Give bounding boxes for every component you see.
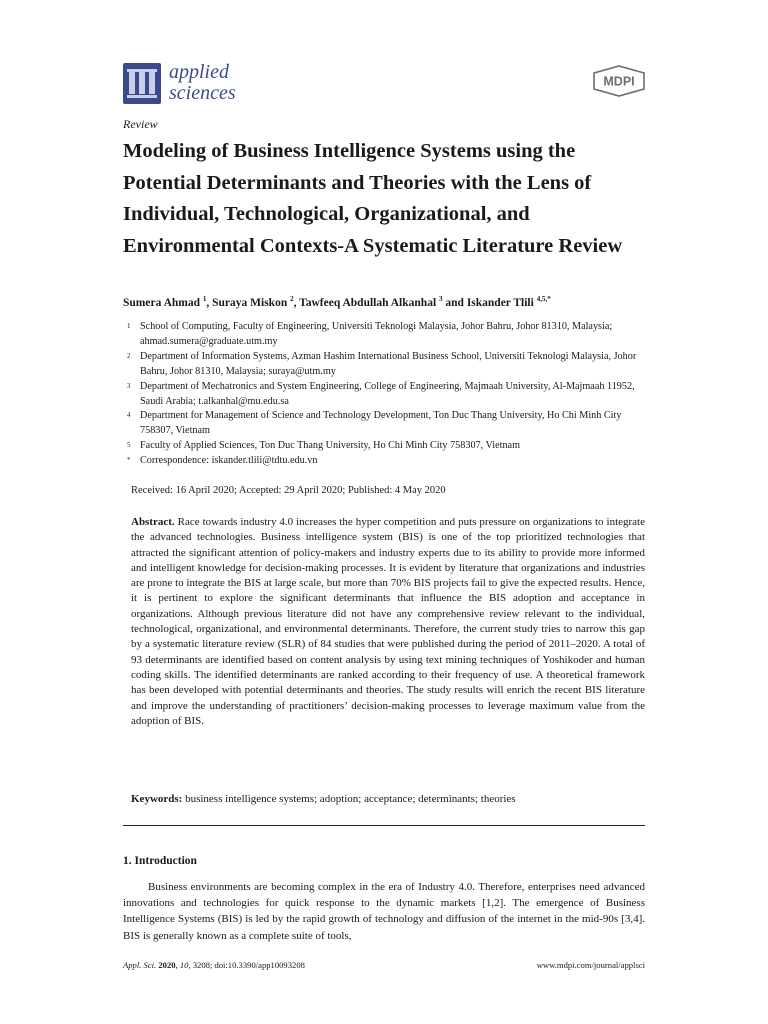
author-name: Sumera Ahmad	[123, 296, 200, 309]
affiliation-item	[123, 350, 643, 380]
affiliation-item	[123, 320, 643, 350]
keywords-text: business intelligence systems; adoption; acceptance; determinants; theories	[185, 793, 516, 805]
journal-logo	[123, 61, 248, 105]
author-affiliation-mark: 2	[290, 295, 294, 303]
intro-paragraph: Business environments are becoming complex in the era of Industry 4.0. Therefore, enterprises need advanced innovations and technologies for quick response to the dynamic markets [1,2]. The emergence of Business Intelligence Systems (BIS) is led by the rapid growth of technology and diffusion of the internet in the mid-90s [3,4]. BIS is generally known as a complete suite of tools,	[123, 881, 645, 942]
abstract-label: Abstract.	[131, 516, 175, 528]
keywords	[131, 793, 516, 805]
affiliation-number: 5	[127, 441, 131, 450]
affiliation-text: Correspondence: iskander.tlili@tdtu.edu.vn	[140, 455, 318, 467]
affiliation-text: Department of Mechatronics and System Engineering, College of Engineering, Majmaah University, Al-Majmaah 11952, Saudi Arabia; t.alkanhal@mu.edu.sa	[140, 380, 635, 407]
affiliation-item	[123, 454, 643, 469]
affiliation-text: Department of Information Systems, Azman Hashim International Business School, Universiti Teknologi Malaysia, Johor Bahru, Johor 81310, Malaysia; suraya@utm.my	[140, 350, 637, 377]
author-list: Sumera Ahmad $^1$, Suraya Miskon $^2$, Tawfeeq Abdullah Alkanhal $^3$ and Iskander Tlili $^{4,5,*}$	[123, 295, 551, 309]
affiliation-number: 2	[127, 351, 131, 360]
affiliation-text: Faculty of Applied Sciences, Ton Duc Thang University, Ho Chi Minh City 758307, Vietnam	[140, 440, 521, 452]
author-name: Iskander Tlili	[466, 296, 534, 309]
author-name: Tawfeeq Abdullah Alkanhal	[299, 296, 437, 309]
article-title: Modeling of Business Intelligence Systems using the Potential Determinants and Theories with the Lens of Individual, Technological, Organizational, and Environmental Contexts-A Systematic Literature Review	[123, 140, 623, 257]
keywords-label: Keywords:	[131, 793, 183, 805]
section-divider	[123, 825, 645, 826]
mdpi-logo	[592, 65, 646, 97]
journal-url: www.mdpi.com/journal/applsci	[536, 960, 645, 970]
abstract-text: Race towards industry 4.0 increases the hyper competition and puts pressure on organizations to integrate the advanced technologies. Business intelligence system (BIS) is one of the top prioritized technologies that attracted the significant attention of policy-makers and industry experts due to its ability to provide more informed and intelligent knowledge for decision-making processes. It is evident by literature that organizations and industries are prone to integrate the BIS at large scale, but more than 70% BIS projects fail to give the expected results. Hence, it is pertinent to explore the significant determinants that influence the BIS adoption and acceptance in organizations. Although previous literature did not have any comprehensive review relevant to the individual, technological, organizational, and environmental determinants. Therefore, the current study tries to narrow this gap by a systematic literature review (SLR) of 84 studies that were published during the period of 2011–2020. A total of 93 determinants are identified based on content analysis by using text mining techniques of Yoshikoder and human coding skills. The identified determinants are ranked according to their frequency of use. A theoretical framework has been developed with potential determinants and theories. The study results will enrich the recent BIS literature and improve the understanding of practitioners’ decision-making processes to leverage maximum value from the adoption of BIS.	[131, 516, 645, 727]
columns-logo-icon	[123, 63, 161, 104]
journal-name: applied sciences	[169, 61, 236, 104]
affiliation-item	[123, 380, 643, 410]
affiliation-number: *	[127, 456, 131, 465]
affiliation-number: 1	[127, 322, 131, 330]
affiliation-number: 4	[127, 411, 131, 420]
publication-dates: Received: 16 April 2020; Accepted: 29 April 2020; Published: 4 May 2020	[131, 485, 446, 496]
author-name: Suraya Miskon	[212, 296, 288, 309]
affiliation-item	[123, 409, 643, 439]
citation-footer: Appl. Sci. 2020, 10, 3208; doi:10.3390/app10093208	[123, 960, 305, 970]
author-affiliation-mark: 1	[202, 295, 207, 303]
section-heading: 1. Introduction	[123, 855, 197, 867]
affiliations	[123, 320, 643, 469]
affiliation-text: School of Computing, Faculty of Engineering, Universiti Teknologi Malaysia, Johor Bahru, Johor 81310, Malaysia; ahmad.sumera@graduate.utm.my	[140, 321, 613, 347]
author-affiliation-mark: 4,5,*	[536, 295, 551, 303]
affiliation-number: 3	[127, 381, 131, 390]
publisher-name: MDPI	[603, 74, 635, 89]
article-type: Review	[123, 117, 158, 131]
author-affiliation-mark: 3	[439, 295, 443, 303]
affiliation-item	[123, 439, 643, 454]
abstract	[131, 515, 645, 729]
affiliation-text: Department for Management of Science and Technology Development, Ton Duc Thang University, Ho Chi Minh City 758307, Vietnam	[140, 410, 622, 437]
